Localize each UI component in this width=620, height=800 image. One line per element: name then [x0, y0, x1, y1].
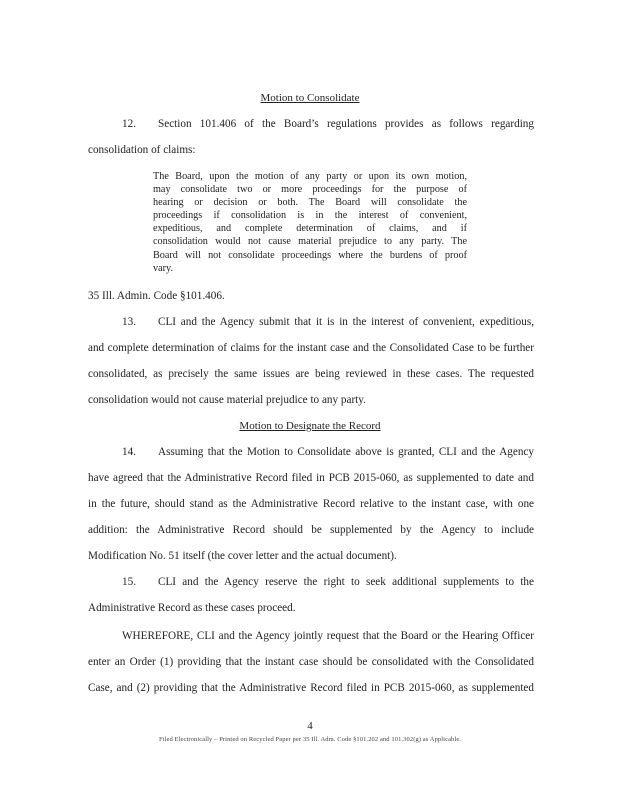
- wherefore-line1: WHEREFORE, CLI and the Agency jointly request that the Board or the Hearing Officer: [122, 630, 534, 642]
- quote-line: may consolidate two or more proceedings for the purpose of: [153, 184, 467, 196]
- para12-number: 12.: [122, 118, 136, 130]
- para13-line2: and complete determination of claims for the instant case and the Consolidated Case to be further: [88, 342, 534, 354]
- wherefore-line3: Case, and (2) providing that the Administrative Record filed in PCB 2015-060, as supplemented: [88, 682, 534, 694]
- quote-line: Board will not consolidate proceedings where the burdens of proof: [153, 249, 467, 261]
- regulation-quote: [153, 170, 467, 275]
- para14-line1: Assuming that the Motion to Consolidate above is granted, CLI and the Agency: [158, 446, 534, 458]
- heading-motion-to-designate: Motion to Designate the Record: [239, 420, 381, 432]
- para14-line5: Modification No. 51 itself (the cover letter and the actual document).: [88, 550, 397, 562]
- para12-line1: Section 101.406 of the Board’s regulations provides as follows regarding: [158, 118, 534, 130]
- page-number: 4: [307, 720, 313, 732]
- quote-line: hearing or decision or both. The Board will consolidate the: [153, 197, 467, 209]
- para15-number: 15.: [122, 576, 136, 588]
- para14-number: 14.: [122, 446, 136, 458]
- para12-line2: consolidation of claims:: [88, 144, 196, 156]
- para14-line3: in the future, should stand as the Administrative Record relative to the instant case, with one: [88, 498, 534, 510]
- para13-line4: consolidation would not cause material prejudice to any party.: [88, 394, 366, 406]
- para13-line1: CLI and the Agency submit that it is in the interest of convenient, expeditious,: [158, 316, 534, 328]
- quote-line: proceedings if consolidation is in the interest of convenient,: [153, 210, 467, 222]
- para15-line2: Administrative Record as these cases proceed.: [88, 602, 296, 614]
- quote-line: The Board, upon the motion of any party or upon its own motion,: [153, 171, 467, 182]
- filing-footer: Filed Electronically – Printed on Recycled Paper per 35 Ill. Adm. Code §101.202 and 101.302(g) as Applicable.: [158, 736, 462, 743]
- para13-number: 13.: [122, 316, 136, 328]
- heading-motion-to-consolidate: Motion to Consolidate: [260, 92, 360, 104]
- para15-line1: CLI and the Agency reserve the right to seek additional supplements to the: [158, 576, 534, 588]
- para14-line4: addition: the Administrative Record should be supplemented by the Agency to include: [88, 524, 534, 536]
- quote-line: expeditious, and complete determination of claims, and if: [153, 223, 467, 235]
- wherefore-line2: enter an Order (1) providing that the instant case should be consolidated with the Consolidated: [88, 656, 534, 668]
- quote-line: consolidation would not cause material prejudice to any party. The: [153, 236, 467, 248]
- quote-line: vary.: [153, 262, 173, 274]
- citation: 35 Ill. Admin. Code §101.406.: [88, 290, 225, 302]
- para13-line3: consolidated, as precisely the same issues are being reviewed in these cases. The requested: [88, 368, 534, 380]
- para14-line2: have agreed that the Administrative Record filed in PCB 2015-060, as supplemented to date and: [88, 472, 534, 484]
